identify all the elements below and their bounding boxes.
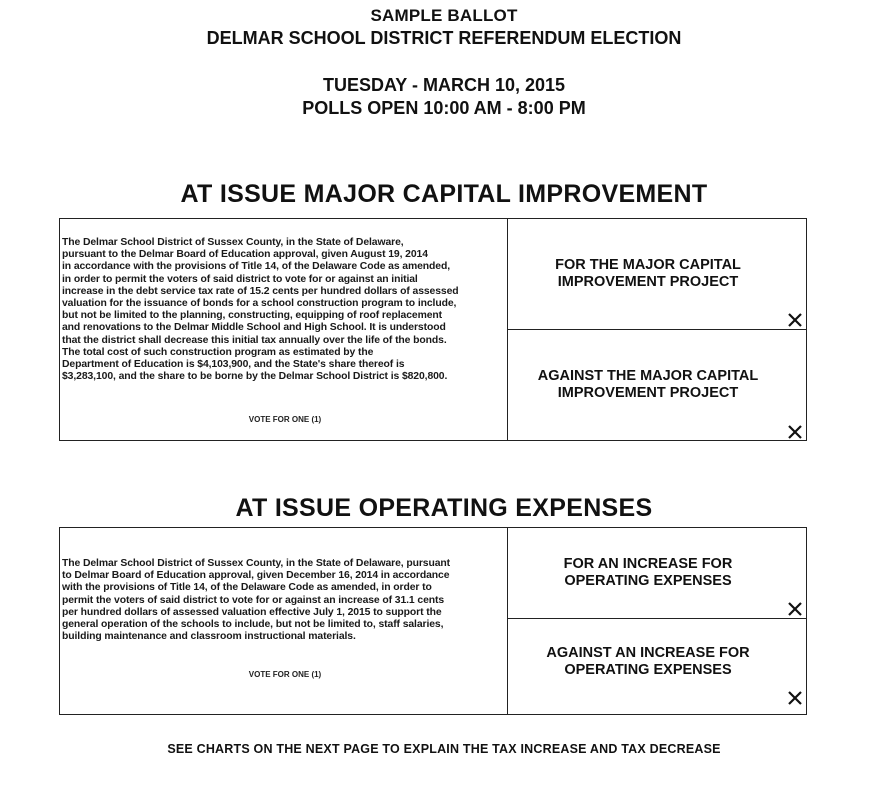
choice-label: AGAINST AN INCREASE FOR <box>546 645 750 661</box>
polls-hours: POLLS OPEN 10:00 AM - 8:00 PM <box>302 98 586 118</box>
issue2-row-divider <box>507 618 807 619</box>
issue1-desc-line: that the district shall decrease this initial tax annually over the life of the bonds. <box>62 334 447 346</box>
issue2-desc-line: building maintenance and classroom instructional materials. <box>62 631 356 643</box>
issue1-vote-instruction: VOTE FOR ONE (1) <box>248 415 322 424</box>
choice-label: FOR AN INCREASE FOR <box>563 556 733 572</box>
issue2-box <box>59 527 807 715</box>
issue2-desc-line: general operation of the schools to include, but not be limited to, staff salaries, <box>62 619 444 631</box>
issue1-choice-against <box>509 368 787 402</box>
issue2-desc-line: to Delmar Board of Education approval, given December 16, 2014 in accordance <box>62 570 450 582</box>
issue2-desc-line: with the provisions of Title 14, of the Delaware Code as amended, in order to <box>62 582 432 594</box>
election-date: TUESDAY - MARCH 10, 2015 <box>322 75 566 95</box>
x-mark-icon[interactable] <box>787 601 803 617</box>
issue2-vote-instruction: VOTE FOR ONE (1) <box>248 670 322 679</box>
x-mark-icon[interactable] <box>787 312 803 328</box>
x-mark-icon[interactable] <box>787 690 803 706</box>
issue1-desc-line: $3,283,100, and the share to be borne by the Delmar School District is $820,800. <box>62 371 448 383</box>
issue2-choice-for <box>509 556 787 590</box>
issue1-desc-line: but not be limited to the planning, constructing, equipping of roof replacement <box>62 310 443 322</box>
issue1-desc-line: Department of Education is $4,103,900, and the State's share thereof is <box>62 359 405 371</box>
issue2-title: AT ISSUE OPERATING EXPENSES <box>235 494 653 522</box>
issue2-choice-against <box>509 645 787 679</box>
issue2-desc-line: The Delmar School District of Sussex County, in the State of Delaware, pursuant <box>62 558 450 569</box>
issue1-desc-line: valuation for the issuance of bonds for a school construction program to include, <box>62 298 457 310</box>
ballot-title: SAMPLE BALLOT <box>370 6 518 25</box>
issue1-description <box>62 237 459 383</box>
choice-label: AGAINST THE MAJOR CAPITAL <box>537 368 759 384</box>
footer-note: SEE CHARTS ON THE NEXT PAGE TO EXPLAIN THE TAX INCREASE AND TAX DECREASE <box>167 742 721 756</box>
issue1-title: AT ISSUE MAJOR CAPITAL IMPROVEMENT <box>180 180 708 208</box>
election-title: DELMAR SCHOOL DISTRICT REFERENDUM ELECTION <box>206 28 682 48</box>
choice-label: OPERATING EXPENSES <box>564 573 732 589</box>
x-mark-icon[interactable] <box>787 424 803 440</box>
issue1-desc-line: and renovations to the Delmar Middle School and High School. It is understood <box>62 322 446 334</box>
issue2-column-divider <box>507 528 508 714</box>
issue1-desc-line: The Delmar School District of Sussex County, in the State of Delaware, <box>62 237 404 248</box>
issue1-desc-line: pursuant to the Delmar Board of Education approval, given August 19, 2014 <box>62 249 428 261</box>
choice-label: OPERATING EXPENSES <box>564 662 732 678</box>
issue2-desc-line: permit the voters of said district to vote for or against an increase of 31.1 cents <box>62 594 445 606</box>
issue1-desc-line: in order to permit the voters of said district to vote for or against an initial <box>62 273 418 285</box>
choice-label: IMPROVEMENT PROJECT <box>557 274 739 290</box>
issue2-description <box>62 558 450 643</box>
issue1-box <box>59 218 807 441</box>
issue1-desc-line: increase in the debt service tax rate of 15.2 cents per hundred dollars of assessed <box>62 285 459 297</box>
issue1-desc-line: The total cost of such construction program as estimated by the <box>62 346 374 358</box>
choice-label: FOR THE MAJOR CAPITAL <box>555 257 741 273</box>
issue1-desc-line: in accordance with the provisions of Title 14, of the Delaware Code as amended, <box>62 261 451 273</box>
choice-label: IMPROVEMENT PROJECT <box>557 385 739 401</box>
issue1-row-divider <box>507 329 807 330</box>
issue1-choice-for <box>509 257 787 291</box>
issue2-desc-line: per hundred dollars of assessed valuation effective July 1, 2015 to support the <box>62 606 442 618</box>
